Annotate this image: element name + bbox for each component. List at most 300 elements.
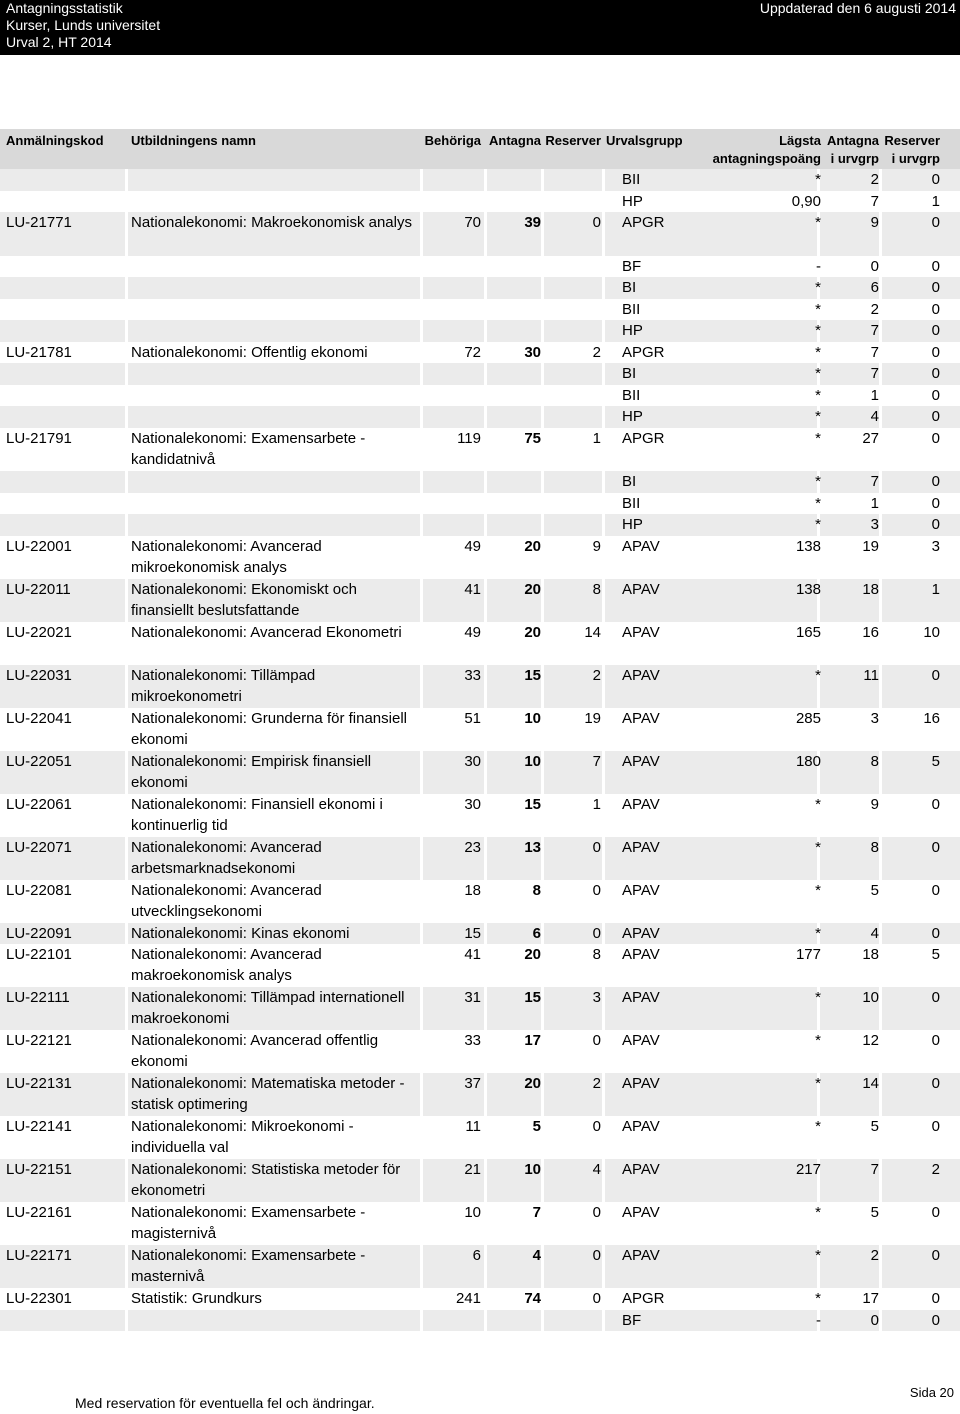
cell-code: LU-22171 xyxy=(6,1247,72,1264)
cell-group: APAV xyxy=(622,753,660,770)
cell-res_g: 0 xyxy=(931,667,940,684)
table-row xyxy=(0,1073,960,1116)
cell-group: HP xyxy=(622,322,643,339)
cell-eligible: 37 xyxy=(464,1075,481,1092)
cell-divider xyxy=(541,514,544,536)
cell-adm_g: 3 xyxy=(870,516,879,533)
cell-adm_g: 6 xyxy=(870,279,879,296)
cell-min: * xyxy=(815,1247,821,1264)
cell-res_g: 0 xyxy=(931,1204,940,1221)
cell-res_g: 1 xyxy=(931,193,940,210)
cell-group: HP xyxy=(622,516,643,533)
cell-divider xyxy=(484,923,487,944)
cell-eligible: 51 xyxy=(464,710,481,727)
cell-group: APAV xyxy=(622,796,660,813)
cell-group: BI xyxy=(622,279,637,296)
cell-name: Nationalekonomi: Tillämpad internationell makroekonomi xyxy=(131,989,405,1027)
cell-eligible: 15 xyxy=(464,925,481,942)
cell-eligible: 21 xyxy=(464,1161,481,1178)
table-row xyxy=(0,751,960,794)
cell-group: APGR xyxy=(622,344,665,361)
cell-divider xyxy=(602,320,605,342)
cell-eligible: 31 xyxy=(464,989,481,1006)
cell-divider xyxy=(602,923,605,944)
report-header xyxy=(0,0,960,55)
cell-reserves: 2 xyxy=(592,1075,601,1092)
cell-reserves: 1 xyxy=(592,430,601,447)
cell-adm_g: 7 xyxy=(870,365,879,382)
cell-group: BF xyxy=(622,258,642,275)
col-header-res-group-1: Reserver xyxy=(884,133,940,148)
cell-group: APGR xyxy=(622,214,665,231)
cell-divider xyxy=(125,1310,128,1331)
cell-admitted: 20 xyxy=(524,538,541,555)
table-row xyxy=(0,1245,960,1288)
cell-min: 165 xyxy=(795,624,821,641)
report-title: Antagningsstatistik xyxy=(6,0,123,16)
cell-eligible: 49 xyxy=(464,624,481,641)
cell-divider xyxy=(420,1310,423,1331)
cell-admitted: 74 xyxy=(524,1290,541,1307)
col-header-group: Urvalsgrupp xyxy=(606,133,683,148)
cell-code: LU-22001 xyxy=(6,538,72,555)
cell-divider xyxy=(420,514,423,536)
cell-divider xyxy=(484,1245,487,1288)
cell-code: LU-22021 xyxy=(6,624,72,641)
cell-reserves: 14 xyxy=(584,624,601,641)
cell-group: APAV xyxy=(622,882,660,899)
cell-group: BF xyxy=(622,1312,642,1329)
cell-min: * xyxy=(815,1204,821,1221)
cell-divider xyxy=(879,363,882,385)
cell-adm_g: 9 xyxy=(870,796,879,813)
cell-name: Nationalekonomi: Grunderna för finansiell ekonomi xyxy=(131,710,407,748)
col-header-adm-group-1: Antagna xyxy=(827,133,879,148)
cell-min: * xyxy=(815,344,821,361)
cell-name: Nationalekonomi: Finansiell ekonomi i kontinuerlig tid xyxy=(131,796,383,834)
cell-adm_g: 5 xyxy=(870,1118,879,1135)
cell-res_g: 16 xyxy=(923,710,940,727)
cell-reserves: 0 xyxy=(592,214,601,231)
table-row xyxy=(0,493,960,514)
cell-divider xyxy=(125,751,128,794)
cell-divider xyxy=(879,665,882,708)
cell-divider xyxy=(879,320,882,342)
cell-adm_g: 16 xyxy=(862,624,879,641)
table-row xyxy=(0,837,960,880)
cell-min: * xyxy=(815,408,821,425)
cell-min: * xyxy=(815,279,821,296)
table-row xyxy=(0,514,960,536)
cell-admitted: 20 xyxy=(524,581,541,598)
table-row xyxy=(0,1116,960,1159)
cell-divider xyxy=(879,514,882,536)
cell-name: Nationalekonomi: Tillämpad mikroekonometri xyxy=(131,667,316,705)
cell-code: LU-22011 xyxy=(6,581,71,598)
cell-res_g: 3 xyxy=(931,538,940,555)
cell-group: APAV xyxy=(622,710,660,727)
cell-divider xyxy=(879,751,882,794)
cell-eligible: 18 xyxy=(464,882,481,899)
cell-reserves: 3 xyxy=(592,989,601,1006)
cell-reserves: 0 xyxy=(592,1247,601,1264)
cell-eligible: 33 xyxy=(464,1032,481,1049)
cell-adm_g: 18 xyxy=(862,581,879,598)
cell-divider xyxy=(602,169,605,191)
cell-min: * xyxy=(815,1118,821,1135)
cell-divider xyxy=(879,837,882,880)
cell-name: Nationalekonomi: Examensarbete - kandidatnivå xyxy=(131,430,366,468)
cell-adm_g: 4 xyxy=(870,925,879,942)
cell-divider xyxy=(484,1073,487,1116)
cell-divider xyxy=(484,514,487,536)
table-row xyxy=(0,169,960,191)
cell-name: Statistik: Grundkurs xyxy=(131,1290,262,1307)
cell-code: LU-22061 xyxy=(6,796,72,813)
cell-divider xyxy=(541,212,544,256)
cell-min: - xyxy=(816,1312,821,1329)
cell-admitted: 20 xyxy=(524,1075,541,1092)
col-header-name: Utbildningens namn xyxy=(131,133,256,148)
cell-divider xyxy=(602,987,605,1030)
cell-divider xyxy=(879,471,882,493)
cell-res_g: 0 xyxy=(931,1312,940,1329)
cell-min: 177 xyxy=(795,946,821,963)
cell-name: Nationalekonomi: Offentlig ekonomi xyxy=(131,344,368,361)
cell-name: Nationalekonomi: Avancerad offentlig ekonomi xyxy=(131,1032,379,1070)
cell-res_g: 0 xyxy=(931,989,940,1006)
cell-divider xyxy=(420,406,423,428)
cell-code: LU-22301 xyxy=(6,1290,72,1307)
cell-divider xyxy=(125,406,128,428)
cell-min: * xyxy=(815,430,821,447)
cell-name: Nationalekonomi: Avancerad makroekonomisk analys xyxy=(131,946,322,984)
cell-code: LU-22071 xyxy=(6,839,72,856)
cell-min: 138 xyxy=(795,538,821,555)
cell-reserves: 8 xyxy=(592,581,601,598)
cell-res_g: 0 xyxy=(931,1247,940,1264)
table-row xyxy=(0,471,960,493)
cell-eligible: 30 xyxy=(464,753,481,770)
cell-adm_g: 10 xyxy=(862,989,879,1006)
cell-adm_g: 0 xyxy=(870,258,879,275)
cell-divider xyxy=(125,1159,128,1202)
cell-divider xyxy=(602,277,605,299)
cell-res_g: 0 xyxy=(931,1118,940,1135)
cell-code: LU-22111 xyxy=(6,989,70,1006)
cell-divider xyxy=(484,987,487,1030)
cell-group: APAV xyxy=(622,624,660,641)
cell-divider xyxy=(484,320,487,342)
cell-code: LU-22161 xyxy=(6,1204,72,1221)
cell-divider xyxy=(420,169,423,191)
cell-adm_g: 2 xyxy=(870,1247,879,1264)
table-row xyxy=(0,665,960,708)
cell-min: * xyxy=(815,1075,821,1092)
cell-res_g: 5 xyxy=(931,753,940,770)
cell-adm_g: 14 xyxy=(862,1075,879,1092)
report-title-block xyxy=(6,0,160,51)
cell-group: APAV xyxy=(622,839,660,856)
cell-res_g: 0 xyxy=(931,925,940,942)
cell-reserves: 7 xyxy=(592,753,601,770)
cell-adm_g: 12 xyxy=(862,1032,879,1049)
cell-adm_g: 7 xyxy=(870,1161,879,1178)
table-row xyxy=(0,1159,960,1202)
cell-code: LU-22131 xyxy=(6,1075,72,1092)
cell-admitted: 15 xyxy=(524,667,541,684)
cell-code: LU-22141 xyxy=(6,1118,72,1135)
cell-divider xyxy=(484,665,487,708)
cell-group: APAV xyxy=(622,925,660,942)
cell-name: Nationalekonomi: Statistiska metoder för ekonometri xyxy=(131,1161,401,1199)
cell-min: * xyxy=(815,214,821,231)
cell-divider xyxy=(484,363,487,385)
cell-admitted: 20 xyxy=(524,624,541,641)
cell-min: * xyxy=(815,1290,821,1307)
cell-res_g: 0 xyxy=(931,1032,940,1049)
cell-res_g: 0 xyxy=(931,365,940,382)
cell-eligible: 241 xyxy=(455,1290,481,1307)
cell-admitted: 15 xyxy=(524,989,541,1006)
cell-name: Nationalekonomi: Examensarbete - magisternivå xyxy=(131,1204,366,1242)
table-body xyxy=(0,169,960,1331)
cell-min: 285 xyxy=(795,710,821,727)
cell-divider xyxy=(484,406,487,428)
cell-admitted: 8 xyxy=(532,882,541,899)
cell-group: BI xyxy=(622,473,637,490)
cell-divider xyxy=(541,169,544,191)
cell-divider xyxy=(541,320,544,342)
cell-divider xyxy=(541,665,544,708)
cell-divider xyxy=(420,471,423,493)
cell-divider xyxy=(125,1073,128,1116)
cell-group: APAV xyxy=(622,1032,660,1049)
table-row xyxy=(0,794,960,837)
cell-divider xyxy=(879,923,882,944)
cell-name: Nationalekonomi: Examensarbete - masternivå xyxy=(131,1247,366,1285)
cell-adm_g: 17 xyxy=(862,1290,879,1307)
cell-eligible: 41 xyxy=(464,581,481,598)
cell-eligible: 49 xyxy=(464,538,481,555)
cell-res_g: 0 xyxy=(931,322,940,339)
admission-table xyxy=(0,129,960,1331)
cell-name: Nationalekonomi: Avancerad utvecklingsekonomi xyxy=(131,882,322,920)
cell-group: BII xyxy=(622,301,641,318)
cell-res_g: 0 xyxy=(931,214,940,231)
cell-code: LU-22121 xyxy=(6,1032,72,1049)
cell-divider xyxy=(541,837,544,880)
cell-divider xyxy=(420,363,423,385)
col-header-res-group-2: i urvgrp xyxy=(891,151,940,166)
cell-group: APGR xyxy=(622,1290,665,1307)
cell-divider xyxy=(125,665,128,708)
cell-min: * xyxy=(815,516,821,533)
cell-adm_g: 7 xyxy=(870,322,879,339)
cell-adm_g: 11 xyxy=(863,667,879,684)
cell-min: 217 xyxy=(795,1161,821,1178)
cell-min: * xyxy=(815,882,821,899)
cell-res_g: 10 xyxy=(923,624,940,641)
col-header-adm-group-2: i urvgrp xyxy=(830,151,879,166)
cell-adm_g: 27 xyxy=(862,430,879,447)
cell-res_g: 2 xyxy=(931,1161,940,1178)
cell-min: 0,90 xyxy=(791,193,821,210)
cell-adm_g: 2 xyxy=(870,171,879,188)
cell-code: LU-22151 xyxy=(6,1161,72,1178)
cell-res_g: 1 xyxy=(931,581,940,598)
cell-res_g: 0 xyxy=(931,495,940,512)
cell-reserves: 0 xyxy=(592,1290,601,1307)
cell-admitted: 10 xyxy=(524,753,541,770)
disclaimer: Med reservation för eventuella fel och ändringar. xyxy=(75,1395,375,1411)
cell-divider xyxy=(879,579,882,622)
cell-divider xyxy=(125,579,128,622)
cell-divider xyxy=(602,665,605,708)
cell-adm_g: 7 xyxy=(870,193,879,210)
cell-divider xyxy=(541,923,544,944)
cell-group: APAV xyxy=(622,1161,660,1178)
cell-divider xyxy=(879,212,882,256)
cell-min: * xyxy=(815,839,821,856)
cell-eligible: 41 xyxy=(464,946,481,963)
cell-code: LU-21791 xyxy=(6,430,72,447)
cell-admitted: 5 xyxy=(532,1118,541,1135)
cell-adm_g: 9 xyxy=(870,214,879,231)
cell-group: HP xyxy=(622,408,643,425)
cell-reserves: 19 xyxy=(584,710,601,727)
cell-divider xyxy=(484,1310,487,1331)
cell-divider xyxy=(541,1159,544,1202)
cell-reserves: 0 xyxy=(592,839,601,856)
cell-min: * xyxy=(815,925,821,942)
cell-divider xyxy=(879,277,882,299)
cell-adm_g: 3 xyxy=(870,710,879,727)
cell-res_g: 0 xyxy=(931,408,940,425)
cell-group: APAV xyxy=(622,1204,660,1221)
cell-eligible: 119 xyxy=(457,430,481,447)
table-row xyxy=(0,1030,960,1073)
cell-divider xyxy=(125,923,128,944)
cell-group: APAV xyxy=(622,667,660,684)
cell-min: * xyxy=(815,171,821,188)
cell-min: 138 xyxy=(795,581,821,598)
table-row xyxy=(0,944,960,987)
table-row xyxy=(0,622,960,665)
cell-min: * xyxy=(815,322,821,339)
cell-reserves: 0 xyxy=(592,1204,601,1221)
cell-eligible: 70 xyxy=(464,214,481,231)
col-header-min-1: Lägsta xyxy=(779,133,821,148)
cell-reserves: 4 xyxy=(592,1161,601,1178)
cell-reserves: 0 xyxy=(592,1118,601,1135)
table-row xyxy=(0,385,960,406)
cell-divider xyxy=(602,751,605,794)
cell-divider xyxy=(879,406,882,428)
cell-divider xyxy=(541,406,544,428)
cell-name: Nationalekonomi: Avancerad mikroekonomisk analys xyxy=(131,538,322,576)
cell-divider xyxy=(420,320,423,342)
cell-code: LU-22041 xyxy=(6,710,72,727)
report-round: Urval 2, HT 2014 xyxy=(6,34,112,50)
cell-min: * xyxy=(815,473,821,490)
cell-divider xyxy=(125,1245,128,1288)
cell-group: BI xyxy=(622,365,637,382)
cell-min: * xyxy=(815,365,821,382)
cell-res_g: 0 xyxy=(931,516,940,533)
cell-reserves: 0 xyxy=(592,925,601,942)
updated-date: Uppdaterad den 6 augusti 2014 xyxy=(759,0,956,16)
cell-name: Nationalekonomi: Mikroekonomi - individuella val xyxy=(131,1118,354,1156)
cell-res_g: 0 xyxy=(931,279,940,296)
cell-min: * xyxy=(815,387,821,404)
cell-adm_g: 8 xyxy=(870,839,879,856)
cell-divider xyxy=(484,277,487,299)
cell-divider xyxy=(541,751,544,794)
table-row xyxy=(0,342,960,363)
cell-divider xyxy=(879,987,882,1030)
cell-divider xyxy=(602,471,605,493)
table-row xyxy=(0,923,960,944)
cell-divider xyxy=(541,1310,544,1331)
cell-admitted: 4 xyxy=(532,1247,541,1264)
cell-divider xyxy=(602,406,605,428)
cell-code: LU-21771 xyxy=(6,214,72,231)
cell-res_g: 0 xyxy=(931,1290,940,1307)
cell-reserves: 1 xyxy=(592,796,601,813)
cell-res_g: 0 xyxy=(931,839,940,856)
cell-code: LU-22031 xyxy=(6,667,72,684)
cell-divider xyxy=(541,579,544,622)
cell-res_g: 0 xyxy=(931,430,940,447)
cell-group: APAV xyxy=(622,538,660,555)
cell-divider xyxy=(484,471,487,493)
cell-divider xyxy=(541,363,544,385)
col-header-min-2: antagningspoäng xyxy=(712,151,821,166)
cell-name: Nationalekonomi: Avancerad arbetsmarknadsekonomi xyxy=(131,839,322,877)
cell-min: 180 xyxy=(795,753,821,770)
table-row xyxy=(0,320,960,342)
cell-divider xyxy=(879,1245,882,1288)
cell-name: Nationalekonomi: Empirisk finansiell ekonomi xyxy=(131,753,372,791)
cell-group: APAV xyxy=(622,1075,660,1092)
cell-divider xyxy=(541,471,544,493)
cell-adm_g: 19 xyxy=(862,538,879,555)
cell-divider xyxy=(879,1310,882,1331)
cell-divider xyxy=(602,1159,605,1202)
cell-reserves: 2 xyxy=(592,667,601,684)
cell-adm_g: 8 xyxy=(870,753,879,770)
cell-divider xyxy=(602,837,605,880)
cell-admitted: 7 xyxy=(532,1204,541,1221)
cell-divider xyxy=(541,1245,544,1288)
cell-adm_g: 1 xyxy=(870,495,879,512)
cell-res_g: 0 xyxy=(931,796,940,813)
cell-divider xyxy=(484,579,487,622)
cell-group: BII xyxy=(622,171,641,188)
cell-eligible: 10 xyxy=(464,1204,481,1221)
table-row xyxy=(0,880,960,923)
col-header-reserves: Reserver xyxy=(545,133,601,148)
cell-divider xyxy=(420,277,423,299)
cell-group: HP xyxy=(622,193,643,210)
cell-name: Nationalekonomi: Avancerad Ekonometri xyxy=(131,624,402,641)
cell-min: * xyxy=(815,667,821,684)
cell-min: * xyxy=(815,301,821,318)
cell-min: * xyxy=(815,1032,821,1049)
cell-divider xyxy=(602,1310,605,1331)
cell-divider xyxy=(125,277,128,299)
